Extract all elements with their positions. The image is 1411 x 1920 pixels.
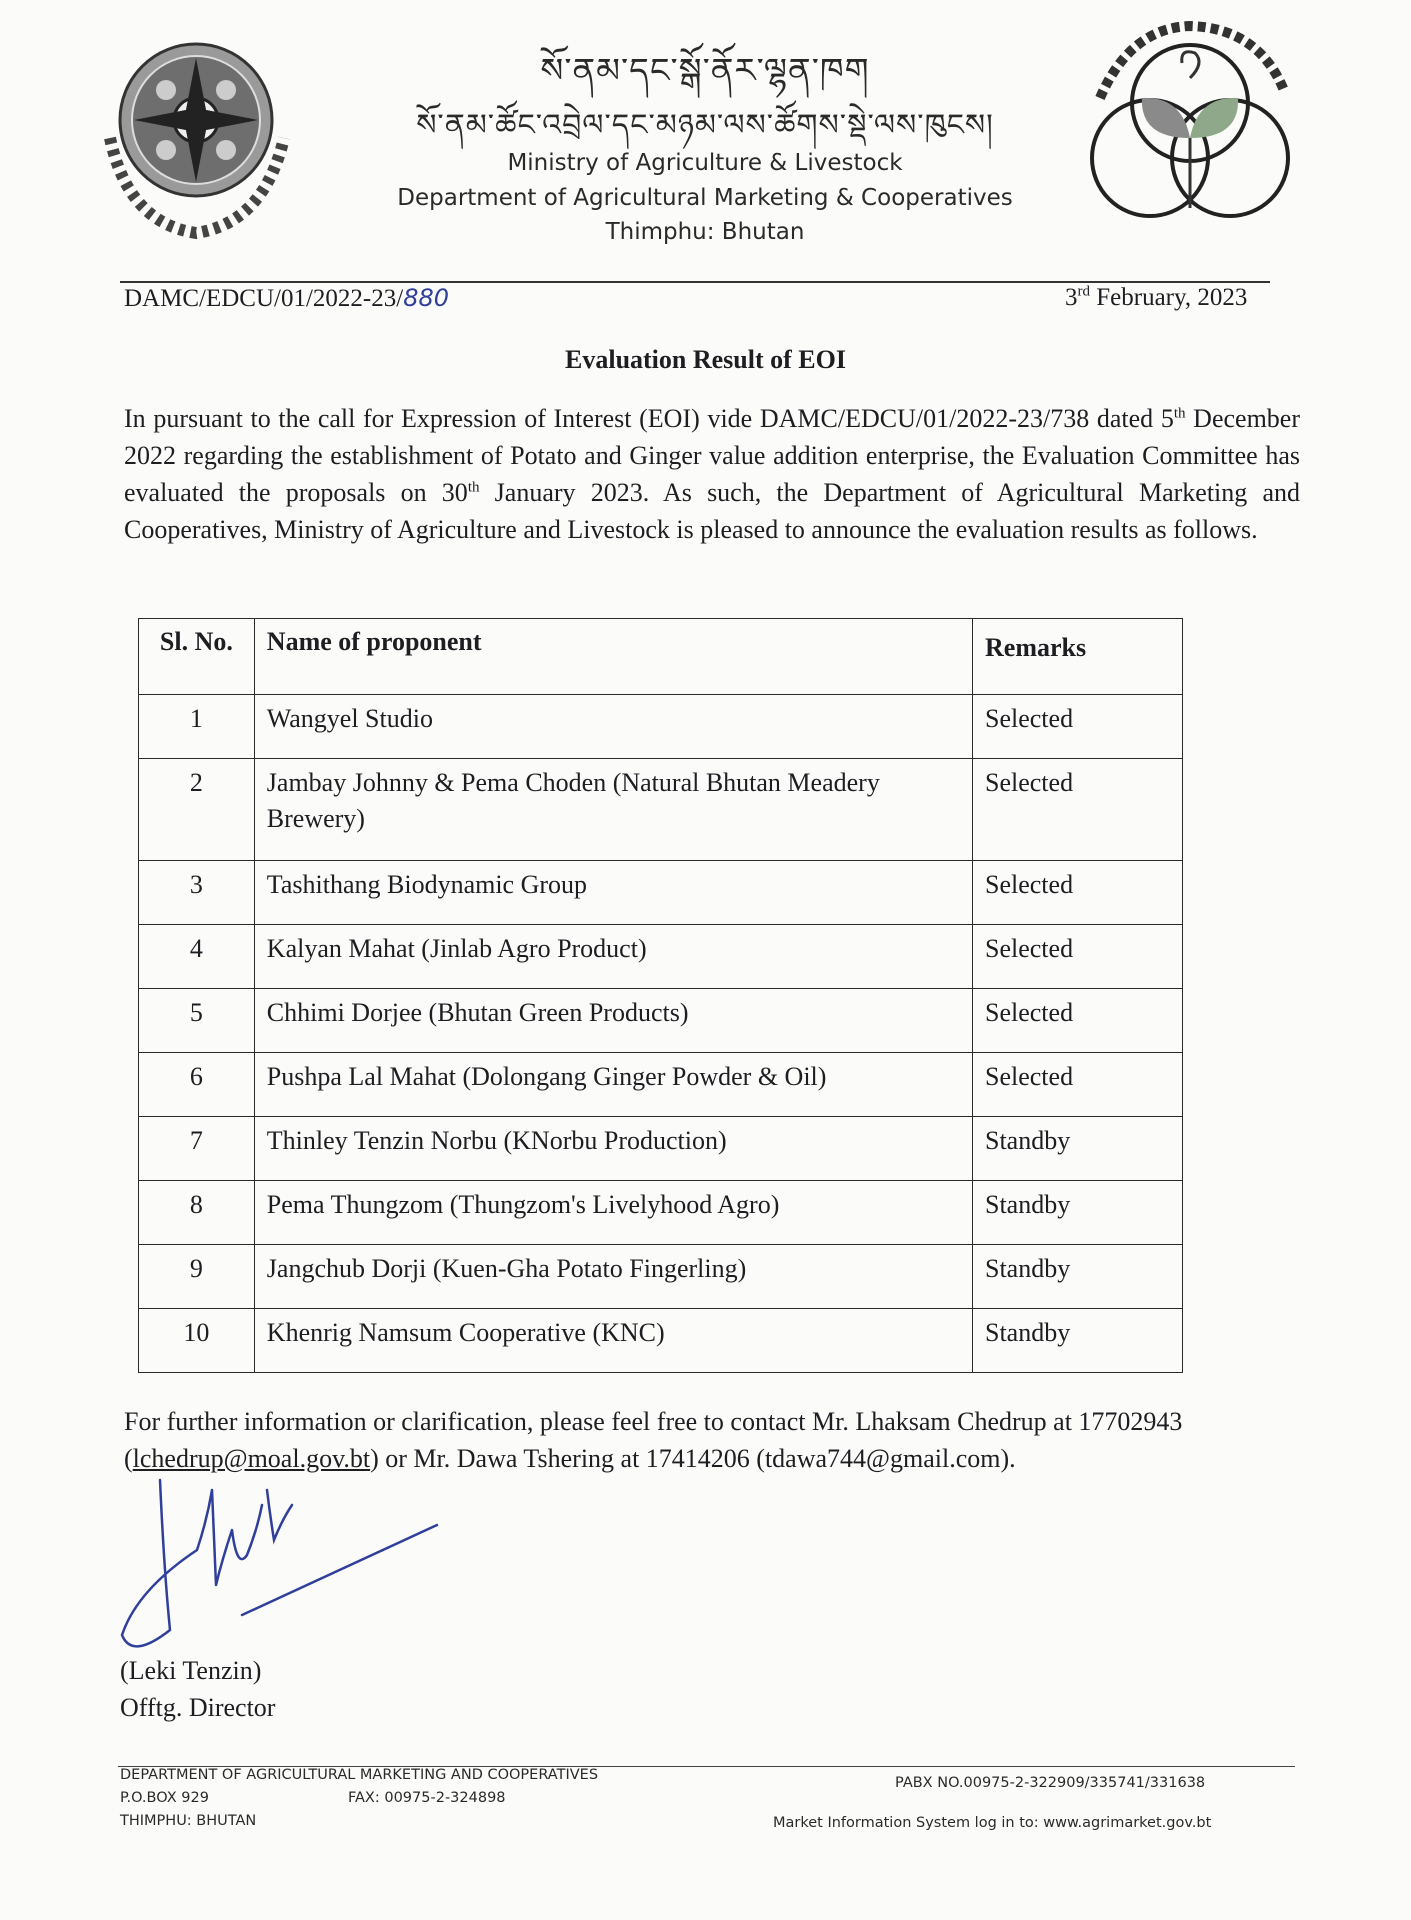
signatory-block [120, 1652, 275, 1726]
body-text-c: January 2023. As such, the Department of Agricultural Marketing and Cooperatives, Ministry of Agriculture and Livestock is pleased to announce the evaluation results as follows. [124, 478, 1301, 544]
cell-remarks: Standby [973, 1181, 1183, 1245]
cell-sl-no: 4 [139, 925, 255, 989]
dzongkha-ministry-name: སོ་ནམ་དང་སྒོ་ནོར་ལྷན་ཁག [540, 51, 870, 91]
cell-sl-no: 8 [139, 1181, 255, 1245]
signatory-designation: Offtg. Director [120, 1693, 276, 1722]
date-month-year: February, 2023 [1090, 284, 1248, 311]
handwritten-signature [112, 1460, 442, 1670]
cell-remarks: Selected [973, 989, 1183, 1053]
table-row [139, 925, 1183, 989]
body-text-a: In pursuant to the call for Expression of Interest (EOI) vide DAMC/EDCU/01/2022-23/738 dated 5 [124, 404, 1174, 433]
cell-remarks: Selected [973, 695, 1183, 759]
bhutan-royal-emblem [88, 28, 328, 248]
reference-handwritten-number: 880 [403, 284, 449, 312]
body-paragraph [124, 400, 1300, 548]
table-row [139, 861, 1183, 925]
reference-text: DAMC/EDCU/01/2022-23/ [124, 285, 404, 312]
document-title: Evaluation Result of EOI [565, 345, 846, 374]
contact-text-b: ) or Mr. Dawa Tshering at 17414206 (tdawa744@gmail.com). [370, 1444, 1016, 1473]
reference-number [124, 284, 449, 313]
cell-remarks: Selected [973, 759, 1183, 861]
cell-sl-no: 6 [139, 1053, 255, 1117]
cell-proponent-name: Wangyel Studio [254, 695, 972, 759]
table-row [139, 1245, 1183, 1309]
cell-remarks: Selected [973, 1053, 1183, 1117]
signatory-name: (Leki Tenzin) [120, 1656, 262, 1685]
cell-sl-no: 7 [139, 1117, 255, 1181]
cell-sl-no: 2 [139, 759, 255, 861]
cell-proponent-name: Khenrig Namsum Cooperative (KNC) [254, 1309, 972, 1373]
cell-remarks: Standby [973, 1117, 1183, 1181]
footer-department: DEPARTMENT OF AGRICULTURAL MARKETING AND COOPERATIVES [120, 1767, 599, 1783]
table-row [139, 1309, 1183, 1373]
cell-remarks: Standby [973, 1245, 1183, 1309]
cell-sl-no: 5 [139, 989, 255, 1053]
cell-proponent-name: Thinley Tenzin Norbu (KNorbu Production) [254, 1117, 972, 1181]
footer-fax: FAX: 00975-2-324898 [348, 1790, 506, 1806]
header-divider [120, 281, 1270, 283]
table-header-row [139, 619, 1183, 695]
date-suffix: rd [1077, 283, 1090, 300]
cell-sl-no: 10 [139, 1309, 255, 1373]
department-name: Department of Agricultural Marketing & Cooperatives [397, 185, 1013, 211]
evaluation-results-table [138, 618, 1183, 1373]
cell-proponent-name: Tashithang Biodynamic Group [254, 861, 972, 925]
cell-remarks: Standby [973, 1309, 1183, 1373]
damc-logo [1070, 18, 1310, 233]
table-row [139, 1181, 1183, 1245]
body-sup-1: th [1173, 405, 1186, 422]
cell-proponent-name: Jangchub Dorji (Kuen-Gha Potato Fingerling) [254, 1245, 972, 1309]
date-day: 3 [1065, 284, 1078, 311]
cell-remarks: Selected [973, 925, 1183, 989]
cell-proponent-name: Pema Thungzom (Thungzom's Livelyhood Agro) [254, 1181, 972, 1245]
cell-sl-no: 9 [139, 1245, 255, 1309]
cell-proponent-name: Kalyan Mahat (Jinlab Agro Product) [254, 925, 972, 989]
body-text-b: December 2022 regarding the establishment of Potato and Ginger value addition enterprise, the Evaluation Committee has evaluated the proposals on 30 [124, 404, 1300, 507]
contact-email-link[interactable]: lchedrup@moal.gov.bt [132, 1444, 371, 1473]
contact-text-a: For further information or clarification, please feel free to contact Mr. Lhaksam Chedrup at 17702943 ( [124, 1407, 1183, 1473]
table-row [139, 989, 1183, 1053]
table-row [139, 1117, 1183, 1181]
cell-sl-no: 3 [139, 861, 255, 925]
table-row [139, 695, 1183, 759]
footer-pobox: P.O.BOX 929 [120, 1790, 209, 1806]
cell-proponent-name: Pushpa Lal Mahat (Dolongang Ginger Powder & Oil) [254, 1053, 972, 1117]
table-row [139, 1053, 1183, 1117]
footer-market-info-system[interactable]: Market Information System log in to: www.agrimarket.gov.bt [773, 1815, 1212, 1831]
ministry-name: Ministry of Agriculture & Livestock [507, 150, 903, 176]
header-name-of-proponent: Name of proponent [254, 619, 972, 695]
letter-date [1065, 284, 1247, 312]
dzongkha-department-name: སོ་ནམ་ཚོང་འབྲེལ་དང་མཉམ་ལས་ཚོགས་སྡེ་ལས་ཁུངས། [416, 108, 994, 143]
table-body [139, 695, 1183, 1373]
cell-proponent-name: Jambay Johnny & Pema Choden (Natural Bhutan Meadery Brewery) [254, 759, 972, 861]
cell-sl-no: 1 [139, 695, 255, 759]
location: Thimphu: Bhutan [605, 219, 805, 245]
footer-city: THIMPHU: BHUTAN [120, 1813, 257, 1829]
table-row [139, 759, 1183, 861]
footer-pabx: PABX NO.00975-2-322909/335741/331638 [895, 1775, 1206, 1791]
header-remarks: Remarks [973, 619, 1183, 695]
body-sup-2: th [467, 479, 480, 496]
cell-remarks: Selected [973, 861, 1183, 925]
cell-proponent-name: Chhimi Dorjee (Bhutan Green Products) [254, 989, 972, 1053]
header-sl-no: Sl. No. [139, 619, 255, 695]
